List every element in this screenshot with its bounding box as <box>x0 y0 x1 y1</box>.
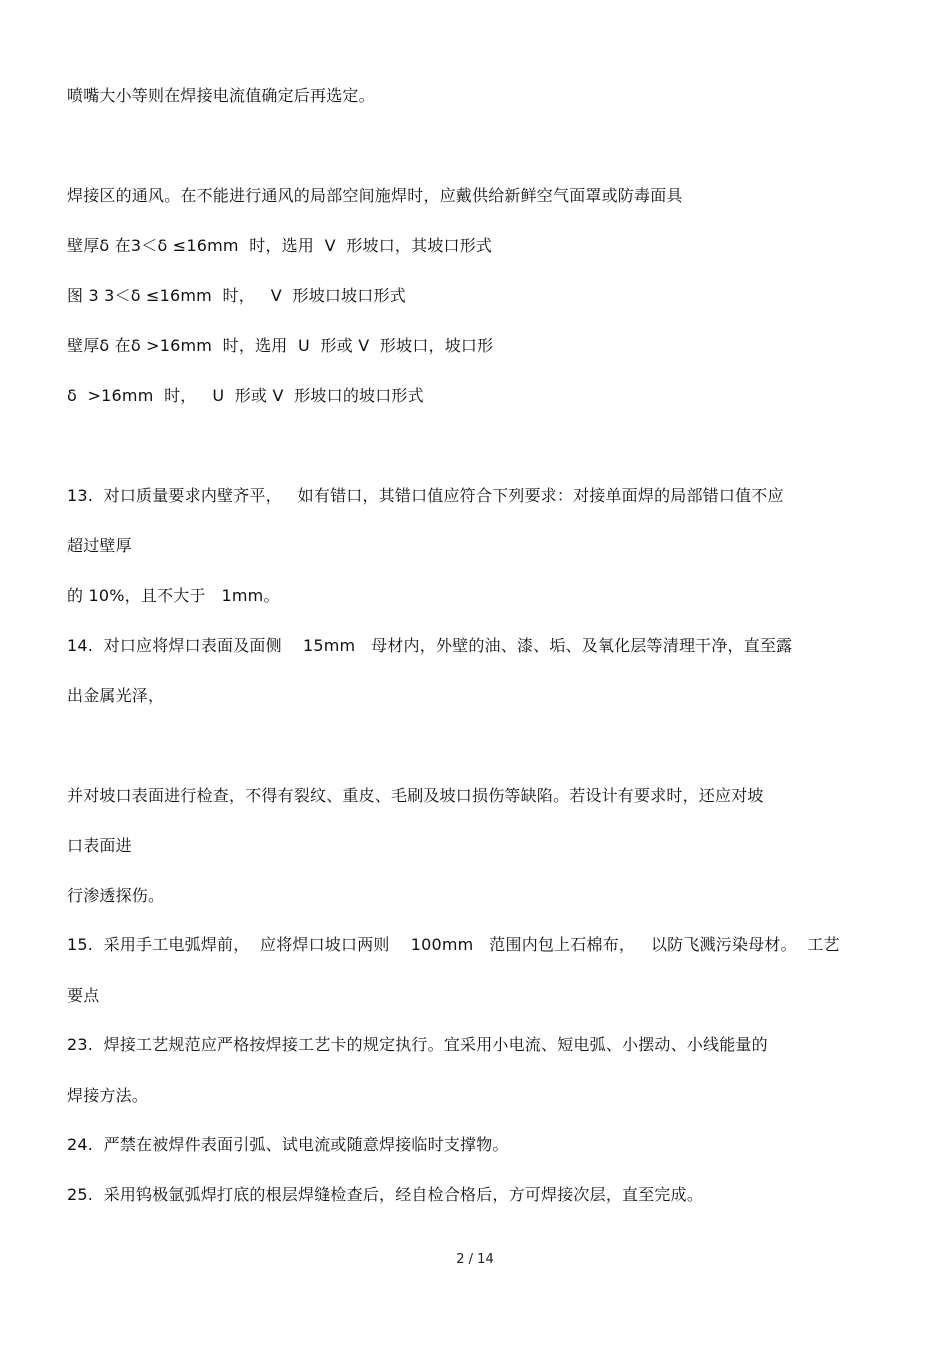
text-line: 喷嘴大小等则在焊接电流值确定后再选定。 <box>67 86 375 105</box>
text-line: 出金属光泽， <box>67 686 165 705</box>
text-line: 13. 对口质量要求内壁齐平， 如有错口，其错口值应符合下列要求：对接单面焊的局部错口值不应 <box>67 486 784 505</box>
text-line: 24. 严禁在被焊件表面引弧、试电流或随意焊接临时支撑物。 <box>67 1135 509 1154</box>
text-line: 口表面进 <box>67 836 132 855</box>
text-line: 23. 焊接工艺规范应严格按焊接工艺卡的规定执行。宜采用小电流、短电弧、小摆动、小线能量的 <box>67 1035 768 1054</box>
text-line: 行渗透探伤。 <box>67 886 165 905</box>
text-line: 25. 采用钨极氩弧焊打底的根层焊缝检查后，经自检合格后，方可焊接次层，直至完成。 <box>67 1185 704 1204</box>
text-line: 图 3 3＜δ ≤16mm 时， V 形坡口坡口形式 <box>67 286 406 305</box>
text-line: 15. 采用手工电弧焊前， 应将焊口坡口两则 100mm 范围内包上石棉布， 以防飞溅污染母材。 工艺 <box>67 935 840 954</box>
text-line: 壁厚δ 在3＜δ ≤16mm 时，选用 V 形坡口，其坡口形式 <box>67 236 493 255</box>
text-line: 要点 <box>67 986 100 1005</box>
text-line: 的 10%，且不大于 1mm。 <box>67 586 280 605</box>
text-line: 壁厚δ 在δ >16mm 时，选用 U 形或 V 形坡口，坡口形 <box>67 336 494 355</box>
page-number: 2 / 14 <box>456 1252 494 1267</box>
text-line: 焊接方法。 <box>67 1086 149 1105</box>
text-line: 并对坡口表面进行检查，不得有裂纹、重皮、毛刷及坡口损伤等缺陷。若设计有要求时，还应对坡 <box>67 786 764 805</box>
text-line: δ >16mm 时， U 形或 V 形坡口的坡口形式 <box>67 386 424 405</box>
text-line: 14. 对口应将焊口表面及面侧 15mm 母材内，外壁的油、漆、垢、及氧化层等清理干净，直至露 <box>67 636 793 655</box>
text-line: 超过壁厚 <box>67 536 132 555</box>
text-line: 焊接区的通风。在不能进行通风的局部空间施焊时，应戴供给新鲜空气面罩或防毒面具 <box>67 186 683 205</box>
